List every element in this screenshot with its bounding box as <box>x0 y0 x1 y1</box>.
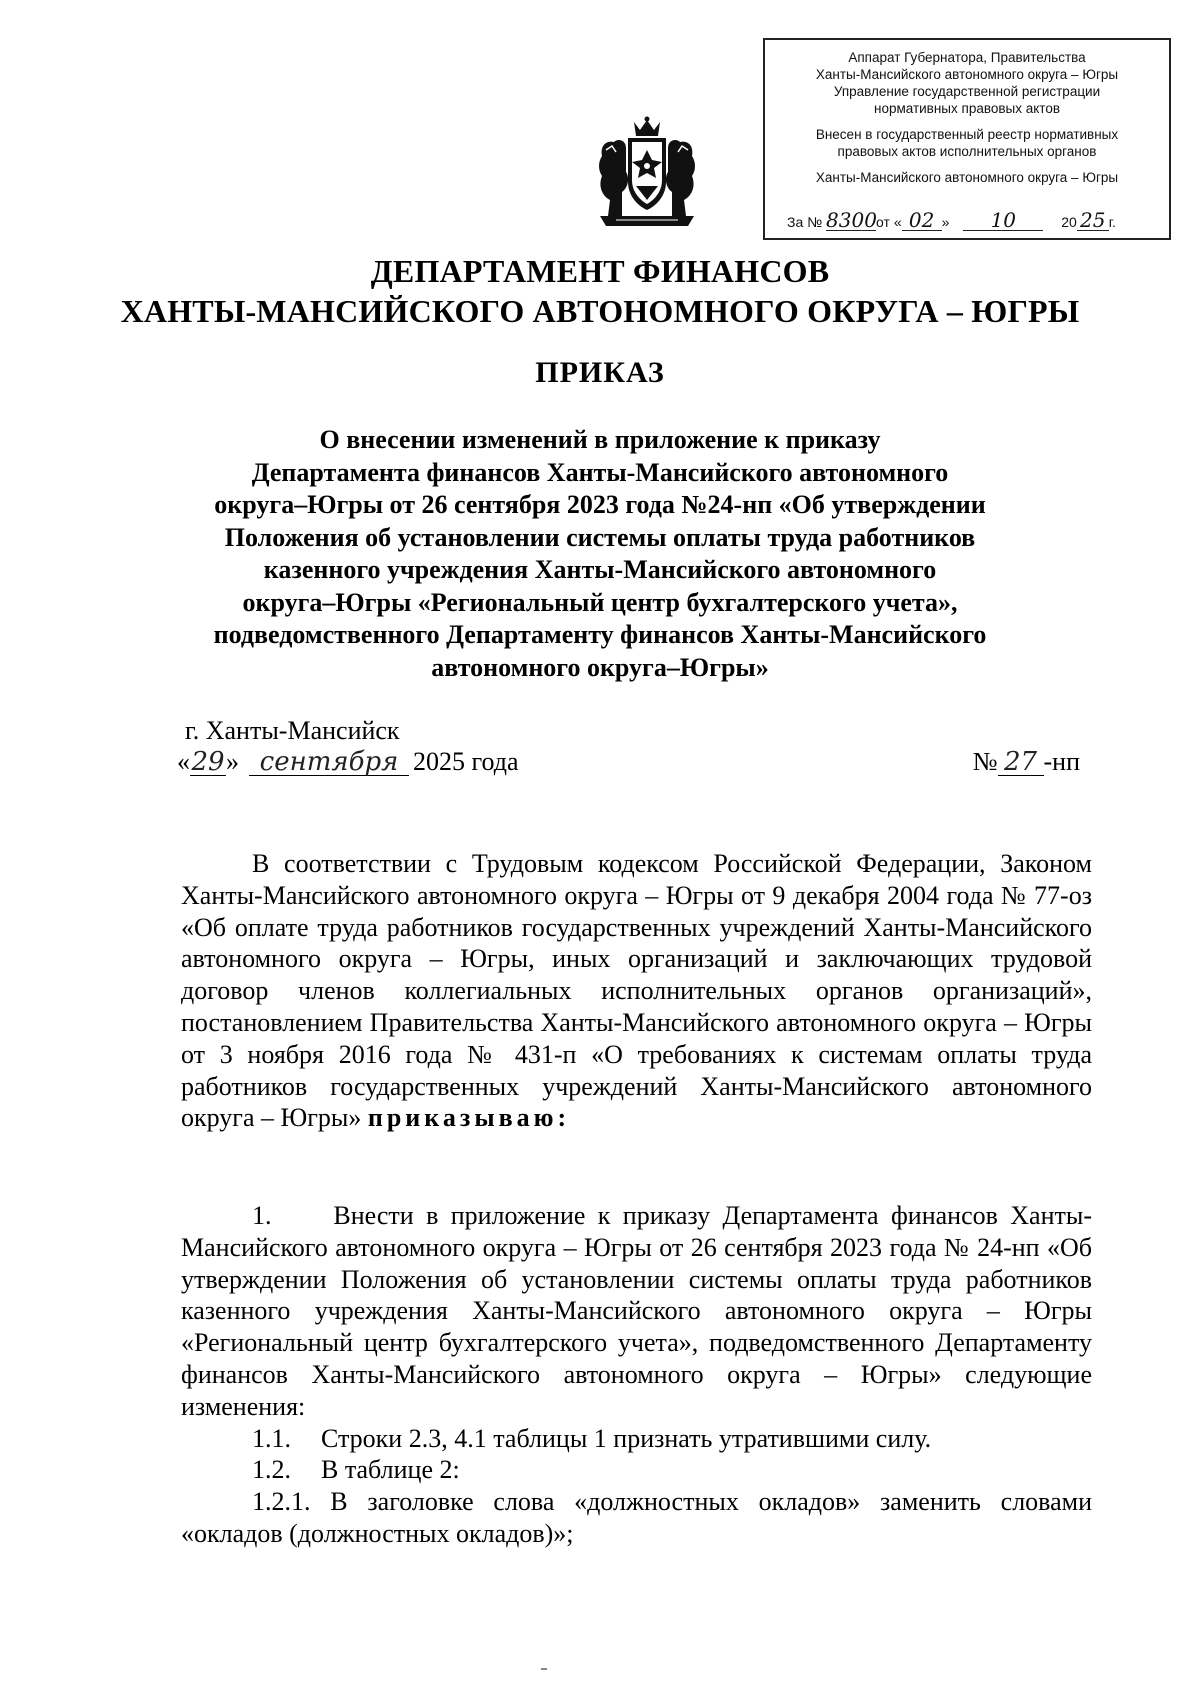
subject-line: казенного учреждения Ханты-Мансийского автономного <box>263 555 937 584</box>
subject-line: подведомственного Департаменту финансов Ханты-Мансийского <box>213 620 987 649</box>
stamp-reg-year-suffix: 25 <box>1077 210 1109 231</box>
order-number <box>973 746 1080 778</box>
subject-line: Положения об установлении системы оплаты труда работников <box>224 522 976 552</box>
date-close-quote: » <box>226 747 239 776</box>
place-of-issue: г. Ханты-Мансийск <box>185 716 400 745</box>
order-items <box>181 1200 1092 1550</box>
subject-line: округа–Югры от 26 сентября 2023 года №24-нп «Об утверждении <box>214 490 986 519</box>
order-subject <box>150 424 1050 684</box>
stamp-line: правовых актов исполнительных органов <box>837 144 1097 159</box>
date-month: сентября <box>249 749 409 776</box>
stamp-registration-number <box>787 210 1161 231</box>
order-date <box>177 746 519 778</box>
stamp-line: Ханты-Мансийского автономного округа – Югры <box>815 67 1119 82</box>
number-value: 27 <box>998 749 1044 776</box>
preamble-paragraph <box>181 848 1092 1134</box>
scan-speck <box>541 1668 547 1670</box>
stamp-line: нормативных правовых актов <box>873 101 1061 116</box>
registration-stamp <box>763 38 1171 240</box>
item-label: 1.2.1. <box>252 1487 311 1517</box>
item-text: В заголовке слова «должностных окладов» заменить словами «окладов (должностных окладов)»; <box>181 1487 1093 1548</box>
stamp-reg-prefix: За № <box>787 214 823 230</box>
date-year: 2025 года <box>413 747 519 776</box>
item-1-2-1 <box>181 1486 1092 1550</box>
stamp-reg-year-end: г. <box>1108 214 1117 230</box>
date-day: 29 <box>191 747 225 777</box>
number-prefix: № <box>972 747 998 776</box>
item-label: 1. <box>252 1201 272 1230</box>
stamp-reg-from: от « <box>876 214 902 230</box>
subject-line: Департамента финансов Ханты-Мансийского автономного <box>251 457 949 487</box>
stamp-reg-month: 10 <box>963 210 1043 231</box>
department-region-line: ХАНТЫ-МАНСИЙСКОГО АВТОНОМНОГО ОКРУГА – ЮГРЫ <box>120 293 1080 329</box>
subject-line: О внесении изменений в приложение к приказу <box>319 425 881 454</box>
stamp-reg-year-prefix: 20 <box>1061 214 1077 230</box>
date-open-quote: « <box>177 747 190 776</box>
number-suffix: -нп <box>1043 747 1080 776</box>
item-text: Строки 2.3, 4.1 таблицы 1 признать утратившими силу. <box>321 1423 932 1453</box>
stamp-line: Управление государственной регистрации <box>833 84 1101 99</box>
subject-line: автономного округа–Югры» <box>431 652 769 682</box>
coat-of-arms-icon <box>596 116 698 228</box>
stamp-line: Внесен в государственный реестр нормативных <box>815 127 1119 142</box>
item-text: Внести в приложение к приказу Департамента финансов Ханты-Мансийского автономного округа – Югры от 26 сентября 2023 года № 24-нп «Об утверждении Положения об установлении системы оплаты труда работников казенного учреждения Ханты-Мансийского автономного округа – Югры «Региональный центр бухгалтерского учета», подведомственного Департаменту финансов Ханты-Мансийского автономного округа – Югры» следующие изменения: <box>181 1201 1093 1421</box>
department-name-line: ДЕПАРТАМЕНТ ФИНАНСОВ <box>370 253 830 289</box>
item-label: 1.1. <box>252 1423 291 1453</box>
stamp-line: Аппарат Губернатора, Правительства <box>848 50 1086 65</box>
item-1-2 <box>181 1454 1092 1486</box>
stamp-reg-close: » <box>941 214 950 230</box>
preamble-command: приказываю: <box>367 1103 571 1133</box>
document-type-title: ПРИКАЗ <box>535 356 665 389</box>
item-1-1 <box>181 1423 1092 1455</box>
item-text: В таблице 2: <box>321 1455 460 1485</box>
preamble-text: В соответствии с Трудовым кодексом Российской Федерации, Законом Ханты-Мансийского автономного округа – Югры от 9 декабря 2004 года № 77-оз «Об оплате труда работников государственных учреждений Ханты-Мансийского автономного округа – Югры, иных организаций и заключающих трудовой договор членов коллегиальных исполнительных органов организаций», постановлением Правительства Ханты-Мансийского автономного округа – Югры от 3 ноября 2016 года № 431-п «О требованиях к системам оплаты труда работников государственных учреждений Ханты-Мансийского автономного округа – Югры» <box>181 849 1092 1133</box>
stamp-reg-number: 8300 <box>826 208 877 232</box>
stamp-reg-day: 02 <box>902 210 942 231</box>
subject-line: округа–Югры «Региональный центр бухгалтерского учета», <box>242 587 958 617</box>
stamp-region-line: Ханты-Мансийского автономного округа – Югры <box>815 170 1119 185</box>
item-label: 1.2. <box>252 1455 291 1485</box>
department-header <box>0 251 1200 331</box>
item-1 <box>181 1200 1092 1423</box>
